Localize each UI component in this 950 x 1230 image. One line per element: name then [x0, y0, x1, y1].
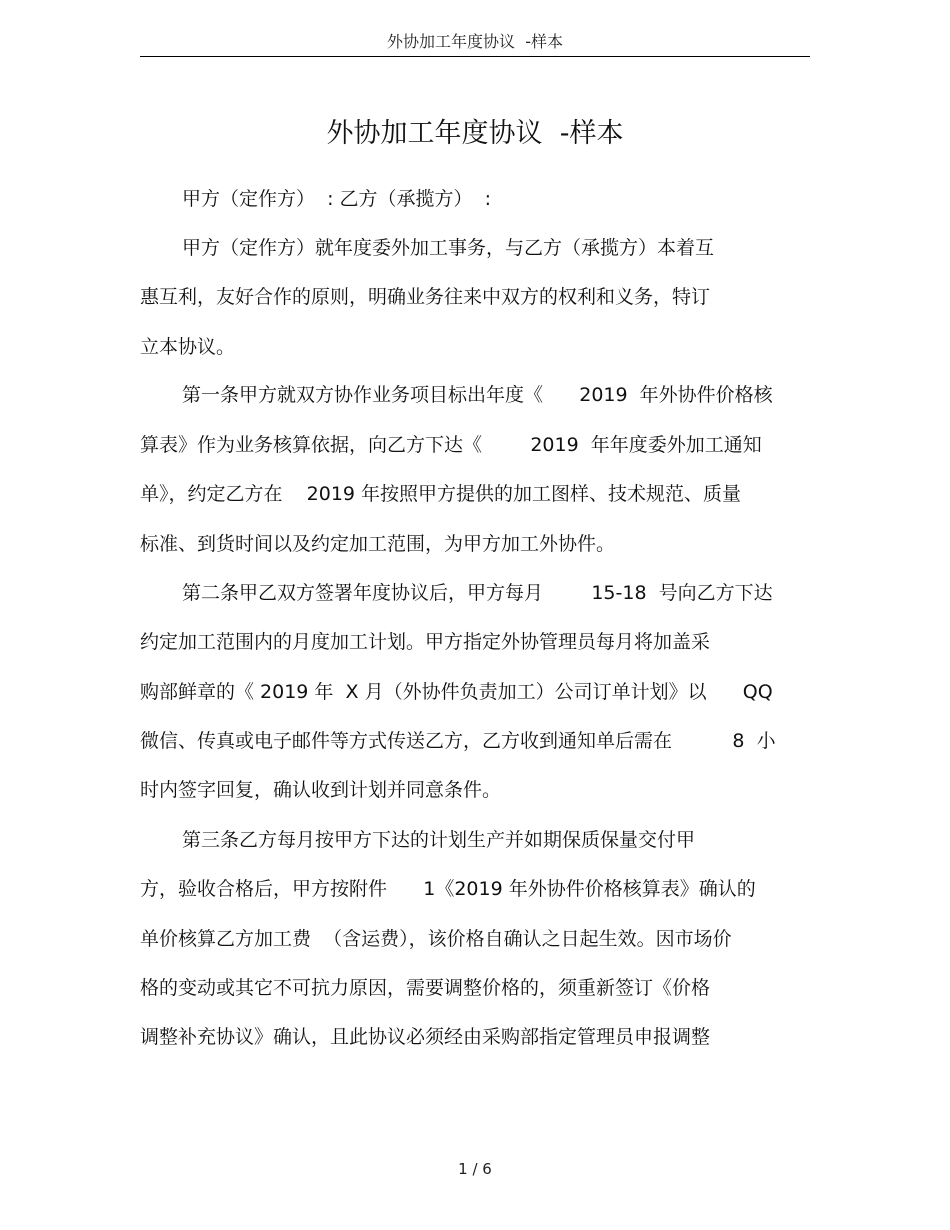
body-line: 惠互利，友好合作的原则，明确业务往来中双方的权利和义务，特订 — [140, 286, 711, 308]
article-2-line: 第二条甲乙双方签署年度协议后，甲方每月 15-18 号向乙方下达 — [182, 582, 773, 604]
article-3-line: 第三条乙方每月按甲方下达的计划生产并如期保质保量交付甲 — [182, 829, 696, 851]
article-3-line: 方，验收合格后，甲方按附件 1《2019 年外协件价格核算表》确认的 — [140, 878, 756, 900]
article-1-line: 第一条甲方就双方协作业务项目标出年度《 2019 年外协件价格核 — [182, 384, 773, 406]
article-3-line: 调整补充协议》确认，且此协议必须经由采购部指定管理员申报调整 — [140, 1026, 711, 1048]
document-title: 外协加工年度协议 -样本 — [326, 118, 624, 149]
article-2-line: 约定加工范围内的月度加工计划。甲方指定外协管理员每月将加盖采 — [140, 631, 711, 653]
article-2-line: 微信、传真或电子邮件等方式传送乙方，乙方收到通知单后需在 8 小 — [140, 730, 776, 752]
article-1-line: 单》，约定乙方在 2019 年按照甲方提供的加工图样、技术规范、质量 — [140, 483, 742, 505]
running-header: 外协加工年度协议 -样本 — [387, 32, 563, 51]
article-3-line: 格的变动或其它不可抗力原因，需要调整价格的，须重新签订《价格 — [140, 977, 711, 999]
article-1-line: 标准、到货时间以及约定加工范围，为甲方加工外协件。 — [140, 533, 616, 555]
page-number: 1 / 6 — [458, 1160, 492, 1178]
article-3-line: 单价核算乙方加工费 （含运费），该价格自确认之日起生效。因市场价 — [140, 928, 732, 950]
body-line: 甲方（定作方）就年度委外加工事务，与乙方（承揽方）本着互 — [182, 237, 715, 259]
article-1-line: 算表》作为业务核算依据，向乙方下达《 2019 年年度委外加工通知 — [140, 434, 762, 456]
article-2-line: 时内签字回复，确认收到计划并同意条件。 — [140, 779, 502, 801]
article-2-line: 购部鲜章的《 2019 年 X 月（外协件负责加工）公司订单计划》以 QQ — [140, 681, 773, 703]
header-rule — [140, 56, 810, 57]
party-line: 甲方（定作方） : 乙方（承揽方） : — [182, 188, 492, 210]
body-line: 立本协议。 — [140, 336, 236, 358]
